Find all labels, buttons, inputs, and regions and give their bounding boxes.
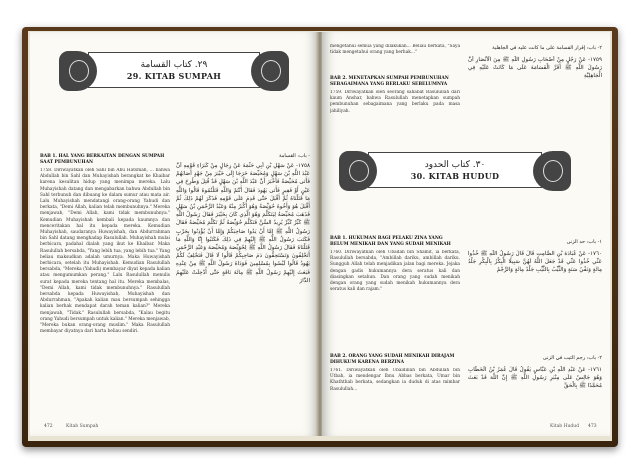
section-arabic-heading: ١- باب: حد الزنى bbox=[566, 239, 602, 245]
ornament-left-cap bbox=[59, 51, 97, 91]
chapter-arabic-title: ٣٠. كتاب الحدود bbox=[424, 159, 486, 170]
chapter-title: 30. KITAB HUDUD bbox=[410, 170, 500, 181]
arabic-hadith-text: ١٧٥٨- عَنْ سَهْلِ بْنِ أَبِي حَثْمَةَ عَنْ رِجَالٍ مِنْ كُبَرَاءِ قَوْمِهِ أَنَّ عَبْدَ اللَّهِ بْنَ سَهْلٍ وَمُحَيِّصَةَ خَرَجَا إِلَى خَيْبَرَ مِنْ جَهْدٍ أَصَابَهُمْ فَأَتَى مُحَيِّصَةُ فَأَخْبَرَ أَنَّ عَبْدَ اللَّهِ بْنَ سَهْلٍ قَدْ قُتِلَ وَطُرِحَ فِي عَيْنٍ أَوْ فَقِيرٍ فَأَتَى يَهُودَ فَقَالَ أَنْتُمْ وَاللَّهِ قَتَلْتُمُوهُ قَالُوا وَاللَّهِ مَا قَتَلْنَاهُ ثُمَّ أَقْبَلَ حَتَّى قَدِمَ عَلَى قَوْمِهِ فَذَكَرَ لَهُمْ ذَلِكَ ثُمَّ أَقْبَلَ هُوَ وَأَخُوهُ حُوَيِّصَةُ وَهُوَ أَكْبَرُ مِنْهُ وَعَبْدُ الرَّحْمَنِ بْنُ سَهْلٍ فَذَهَبَ مُحَيِّصَةُ لِيَتَكَلَّمَ وَهُوَ الَّذِي كَانَ بِخَيْبَرَ فَقَالَ رَسُولُ اللَّهِ ﷺ كَبِّرْ كَبِّرْ يُرِيدُ السِّنَّ فَتَكَلَّمَ حُوَيِّصَةُ ثُمَّ تَكَلَّمَ مُحَيِّصَةُ فَقَالَ رَسُولُ اللَّهِ ﷺ إِمَّا أَنْ يَدُوا صَاحِبَكُمْ وَإِمَّا أَنْ يُؤْذِنُوا بِحَرْبٍ فَكَتَبَ رَسُولُ اللَّهِ ﷺ إِلَيْهِمْ فِي ذَلِكَ فَكَتَبُوا إِنَّا وَاللَّهِ مَا قَتَلْنَاهُ فَقَالَ رَسُولُ اللَّهِ ﷺ لِحُوَيِّصَةَ وَمُحَيِّصَةَ وَعَبْدِ الرَّحْمَنِ أَتَحْلِفُونَ وَتَسْتَحِقُّونَ دَمَ صَاحِبِكُمْ قَالُوا لَا قَالَ فَتَحْلِفُ لَكُمْ يَهُودُ قَالُوا لَيْسُوا بِمُسْلِمِينَ فَوَدَاهُ رَسُولُ اللَّهِ ﷺ مِنْ عِنْدِهِ فَبَعَثَ إِلَيْهِمْ رَسُولُ اللَّهِ ﷺ مِائَةَ نَاقَةٍ حَتَّى أُدْخِلَتْ عَلَيْهِمُ الدَّارَ bbox=[176, 163, 310, 284]
page-number: 472 bbox=[44, 424, 53, 429]
section-body-text: 1758. Diriwayatkan oleh Sahl bin Abu Hatsmah, ... bahwa Abdullah bin Sahl dan Muhayishah berangkat ke Khaibar karena kesulitan hidup yang menimpa mereka. Lalu Muhayishah datang dan mengabarkan bahwa Abdullah bin Sahl terbunuh dan dibuang ke dalam sumur atau mata air. Lalu Muhayishah mendatangi orang-orang Yahudi dan berkata, "Demi Allah, kalian telah membunuhnya." Mereka menjawab, "Demi Allah, kami tidak membunuhnya." Kemudian Muhayishah kembali kepada kaumnya dan menceritakan hal itu kepada mereka. Kemudian Muhayishah, saudaranya Huwayishah, dan Abdurrahman bin Sahl datang menghadap Rasulullah. Muhayishah mulai berbicara, padahal dialah yang ikut ke Khaibar. Maka Rasulullah bersabda, "Yang lebih tua, yang lebih tua." Yang beliau maksudkan adalah umurnya. Maka Huwayishah berbicara, setelah itu Muhayishah. Kemudian Rasulullah bersabda, "Mereka (Yahudi) membayar diyat kepada kalian atau mengumumkan perang." Lalu Rasulullah menulis surat kepada mereka tentang hal itu. Mereka membalas, "Demi Allah, kami tidak membunuhnya." Rasulullah bersabda kepada Huwayishah, Muhayishah dan Abdurrahman, "Apakah kalian mau bersumpah sehingga kalian berhak mendapat darah teman kalian?" Mereka menjawab, "Tidak." Rasulullah bersabda, "Kalau begitu orang Yahudi bersumpah untuk kalian." Mereka menjawab, "Mereka bukan orang-orang muslim." Maka Rasulullah membayar diyatnya dari harta beliau sendiri. bbox=[40, 168, 170, 335]
right-page bbox=[322, 32, 610, 436]
arabic-hadith-text: ١٧٥٩- عَنْ رَجُلٍ مِنْ أَصْحَابِ رَسُولِ اللَّهِ ﷺ مِنَ الْأَنْصَارِ أَنَّ رَسُولَ اللَّهِ ﷺ أَقَرَّ الْقَسَامَةَ عَلَى مَا كَانَتْ عَلَيْهِ فِي الْجَاهِلِيَّةِ bbox=[468, 57, 602, 80]
arabic-hadith-text: ١٧٦٠- عَنْ عُبَادَةَ بْنِ الصَّامِتِ قَالَ قَالَ رَسُولُ اللَّهِ ﷺ خُذُوا عَنِّي خُذُوا عَنِّي قَدْ جَعَلَ اللَّهُ لَهُنَّ سَبِيلًا الْبِكْرُ بِالْبِكْرِ جَلْدُ مِائَةٍ وَنَفْيُ سَنَةٍ وَالثَّيِّبُ بِالثَّيِّبِ جَلْدُ مِائَةٍ وَالرَّجْمُ bbox=[468, 251, 602, 274]
ornament-right-cap bbox=[251, 51, 289, 91]
chapter-ornament bbox=[368, 150, 542, 190]
section-arabic-heading: - باب: القسامة bbox=[279, 153, 310, 159]
section-body-text: 1759. Diriwayatkan oleh seorang sahabat Rasulullah dari kaum Anshar, bahwa Rasulullah menetapkan sumpah pembunuhan sebagaimana yang berlaku pada masa jahiliyah. bbox=[330, 90, 460, 114]
continued-text: mengetahui semua yang dilakukan... Beliau berkata, "Saya tidak mengetahui orang yang berhak..." bbox=[330, 44, 460, 56]
section-arabic-heading: ٢- باب: رجم الثيب في الزنى bbox=[542, 355, 602, 361]
section-body-text: 1761. Diriwayatkan oleh Ubaidillah bin Abdullah bin Utbah, ia mendengar Ibnu Abbas berkata, Umar bin Khaththab berkata, sedangkan ia duduk di atas mimbar Rasulullah... bbox=[330, 368, 460, 392]
section-heading: BAB 1. HAL YANG BERKAITAN DENGAN SUMPAH SAAT PEMBUNUHAN bbox=[40, 154, 165, 165]
section-body-text: 1760. Diriwayatkan oleh Ubadah bin Shamit, ia berkata, Rasulullah bersabda, "Ambillah dariku, ambillah dariku. Sungguh Allah telah menjadikan jalan bagi mereka. Jejaka dengan gadis hukumannya dera seratus kali dan diasingkan setahun. Dan orang yang sudah menikah dengan orang yang sudah menikah hukumannya dera seratus kali dan rajam." bbox=[330, 250, 460, 293]
page-number: 473 bbox=[588, 424, 597, 429]
running-footer: Kitab Hudud bbox=[550, 424, 580, 429]
chapter-title: 29. KITAB SUMPAH bbox=[126, 70, 222, 81]
left-page bbox=[30, 32, 318, 436]
section-heading: BAB 2. ORANG YANG SUDAH MENIKAH DIRAJAM DIHUKUM KARENA BERZINA bbox=[330, 354, 455, 365]
ornament-right-cap bbox=[533, 151, 571, 191]
chapter-ornament bbox=[88, 50, 260, 90]
ornament-left-cap bbox=[339, 151, 377, 191]
running-footer: Kitab Sumpah bbox=[66, 424, 99, 429]
section-arabic-heading: ٢- باب: إقرار القسامة على ما كانت عليه في الجاهلية bbox=[492, 45, 602, 51]
chapter-arabic-title: ٢٩. كتاب القسامة bbox=[140, 59, 208, 70]
arabic-hadith-text: ١٧٦١- عَنْ عَبْدِ اللَّهِ بْنِ عَبَّاسٍ يَقُولُ قَالَ عُمَرُ بْنُ الْخَطَّابِ وَهُوَ جَالِسٌ عَلَى مِنْبَرِ رَسُولِ اللَّهِ ﷺ إِنَّ اللَّهَ قَدْ بَعَثَ مُحَمَّدًا ﷺ بِالْحَقِّ bbox=[468, 367, 602, 390]
section-heading: BAB 1. HUKUMAN BAGI PELAKU ZINA YANG BELUM MENIKAH DAN YANG SUDAH MENIKAH bbox=[330, 236, 451, 247]
section-heading: BAB 2. MENETAPKAN SUMPAH PEMBUNUHAN SEBAGAIMANA YANG BERLAKU SEBELUMNYA bbox=[330, 76, 449, 87]
